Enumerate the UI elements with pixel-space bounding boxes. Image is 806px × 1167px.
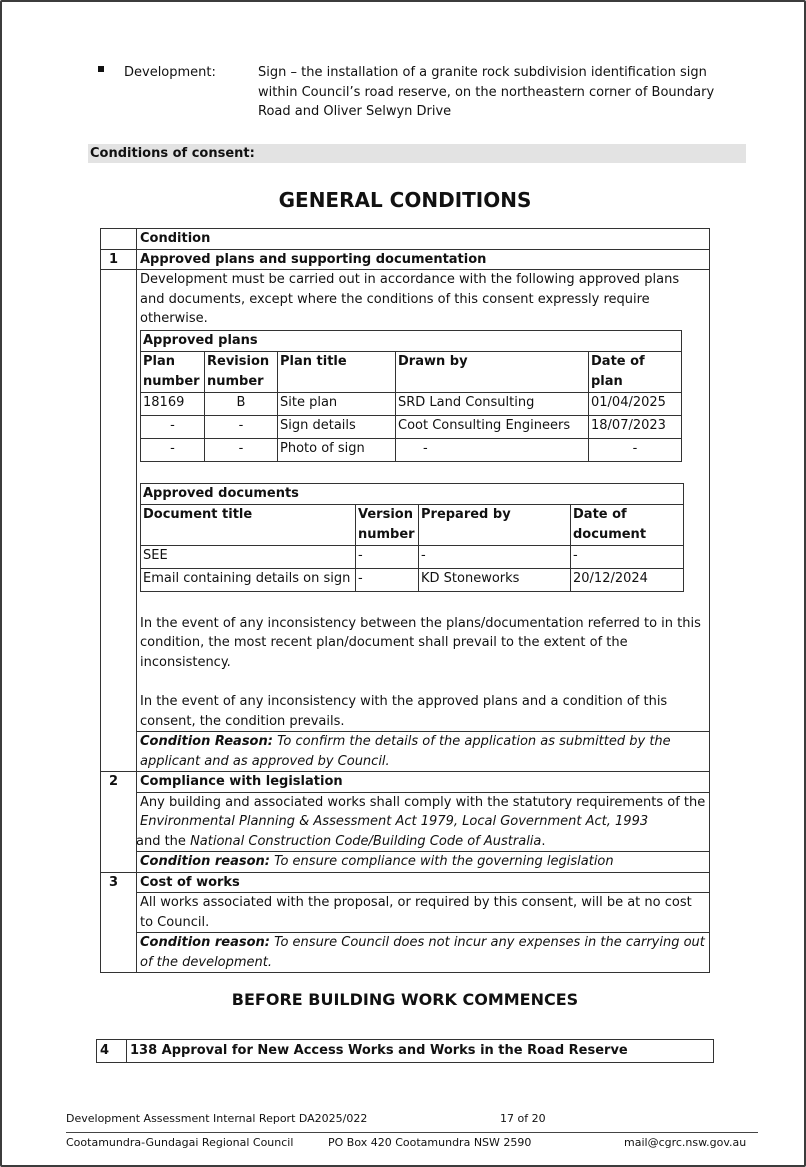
condition-2-reason-row bbox=[101, 852, 710, 873]
general-conditions-heading: GENERAL CONDITIONS bbox=[278, 188, 532, 212]
table-row bbox=[141, 545, 684, 568]
reason-text: To ensure Council does not incur any expenses in the carrying out of the development. bbox=[140, 935, 705, 970]
condition-1-intro: Development must be carried out in accordance with the following approved plans and documents, except where the conditions of this consent expressly require otherwise. bbox=[140, 272, 680, 326]
table-row bbox=[141, 351, 682, 392]
col-header: Plan title bbox=[278, 351, 396, 392]
condition-1-body-row bbox=[101, 270, 710, 732]
table-cell: SRD Land Consulting bbox=[396, 392, 589, 415]
table-cell: - bbox=[205, 415, 278, 438]
code-reference: National Construction Code/Building Code of Australia bbox=[190, 833, 542, 849]
table-cell: Sign details bbox=[278, 415, 396, 438]
condition-reason bbox=[137, 933, 710, 973]
condition-3-title-row bbox=[101, 872, 710, 893]
table-row bbox=[141, 438, 682, 461]
bullet-icon bbox=[98, 66, 104, 72]
table-cell: SEE bbox=[141, 545, 356, 568]
table-cell: - bbox=[356, 545, 419, 568]
condition-2-body-row bbox=[101, 792, 710, 852]
col-header: Drawn by bbox=[396, 351, 589, 392]
condition-title: Compliance with legislation bbox=[137, 772, 710, 793]
table-cell: 18/07/2023 bbox=[589, 415, 682, 438]
col-header: Prepared by bbox=[419, 504, 571, 545]
condition-2-body bbox=[137, 792, 710, 852]
act-reference: Environmental Planning & Assessment Act 1979, Local Government Act, 1993 bbox=[140, 814, 649, 829]
condition-2-title-row bbox=[101, 772, 710, 793]
table-cell: 18169 bbox=[141, 392, 205, 415]
table-row bbox=[141, 568, 684, 591]
col-header: Plan number bbox=[141, 351, 205, 392]
table-row bbox=[141, 504, 684, 545]
table-cell: Coot Consulting Engineers bbox=[396, 415, 589, 438]
table-cell: KD Stoneworks bbox=[419, 568, 571, 591]
condition-1-title-row bbox=[101, 249, 710, 270]
reason-label: Condition reason: bbox=[140, 854, 270, 869]
table-cell: Site plan bbox=[278, 392, 396, 415]
col-header: Revision number bbox=[205, 351, 278, 392]
condition-title: 138 Approval for New Access Works and Works in the Road Reserve bbox=[127, 1040, 714, 1063]
table-cell: - bbox=[419, 545, 571, 568]
condition-number: 3 bbox=[101, 872, 137, 893]
footer-address: PO Box 420 Cootamundra NSW 2590 bbox=[328, 1136, 532, 1149]
footer-divider bbox=[66, 1132, 758, 1133]
table-cell: 20/12/2024 bbox=[571, 568, 684, 591]
condition-1-body bbox=[137, 270, 710, 732]
table-cell: - bbox=[205, 438, 278, 461]
condition-number: 4 bbox=[97, 1040, 127, 1063]
col-header: Version number bbox=[356, 504, 419, 545]
development-value: Sign – the installation of a granite rock subdivision identification sign within Council’s road reserve, on the northeastern corner of Boundary Road and Oliver Selwyn Drive bbox=[258, 65, 715, 119]
condition-3-body-row bbox=[101, 893, 710, 933]
condition-number: 2 bbox=[101, 772, 137, 793]
condition-4-row bbox=[96, 1039, 714, 1063]
table-cell: - bbox=[141, 438, 205, 461]
condition-1-para-2: In the event of any inconsistency with the approved plans and a condition of this consent, the condition prevails. bbox=[140, 694, 668, 729]
approved-documents-table bbox=[140, 483, 684, 592]
before-building-heading: BEFORE BUILDING WORK COMMENCES bbox=[231, 990, 579, 1009]
footer-council: Cootamundra-Gundagai Regional Council bbox=[66, 1136, 294, 1149]
table-row bbox=[141, 392, 682, 415]
approved-plans-table bbox=[140, 330, 682, 462]
col-header: Date of plan bbox=[589, 351, 682, 392]
table-cell: - bbox=[589, 438, 682, 461]
table-cell: Photo of sign bbox=[278, 438, 396, 461]
condition-title: Cost of works bbox=[137, 872, 710, 893]
approved-plans-title: Approved plans bbox=[141, 330, 682, 351]
development-label: Development: bbox=[124, 65, 216, 80]
body-text: . bbox=[541, 833, 546, 849]
condition-1-para-1: In the event of any inconsistency between the plans/documentation referred to in this condition, the most recent plan/document shall prevail to the extent of the inconsistency. bbox=[140, 615, 701, 670]
condition-number: 1 bbox=[101, 249, 137, 270]
condition-reason bbox=[137, 732, 710, 772]
footer-email[interactable]: mail@cgrc.nsw.gov.au bbox=[624, 1136, 747, 1149]
reason-label: Condition Reason: bbox=[140, 734, 273, 749]
body-text: and the bbox=[136, 833, 191, 849]
table-cell: B bbox=[205, 392, 278, 415]
reason-text: To ensure compliance with the governing legislation bbox=[270, 854, 614, 869]
table-cell: 01/04/2025 bbox=[589, 392, 682, 415]
table-cell: - bbox=[571, 545, 684, 568]
body-text: Any building and associated works shall comply with the statutory requirements of the bbox=[140, 794, 706, 810]
footer-report: Development Assessment Internal Report DA2025/022 bbox=[66, 1112, 368, 1125]
condition-title: Approved plans and supporting documentation bbox=[137, 249, 710, 270]
col-header: Document title bbox=[141, 504, 356, 545]
conditions-table bbox=[100, 228, 710, 973]
section-title: Conditions of consent: bbox=[88, 144, 746, 163]
condition-3-body: All works associated with the proposal, or required by this consent, will be at no cost to Council. bbox=[137, 893, 710, 933]
table-header-row bbox=[101, 229, 710, 250]
table-header: Condition bbox=[137, 229, 710, 250]
table-cell: - bbox=[356, 568, 419, 591]
approved-documents-title: Approved documents bbox=[141, 483, 684, 504]
condition-3-reason-row bbox=[101, 933, 710, 973]
table-cell: - bbox=[141, 415, 205, 438]
table-cell: Email containing details on sign bbox=[141, 568, 356, 591]
condition-reason bbox=[137, 852, 710, 873]
reason-text: To confirm the details of the application as submitted by the applicant and as approved by Council. bbox=[140, 734, 671, 769]
table-row bbox=[141, 415, 682, 438]
footer-page-number: 17 of 20 bbox=[500, 1112, 546, 1125]
col-header: Date of document bbox=[571, 504, 684, 545]
condition-1-reason-row bbox=[101, 732, 710, 772]
table-cell: - bbox=[396, 438, 589, 461]
reason-label: Condition reason: bbox=[140, 935, 270, 950]
